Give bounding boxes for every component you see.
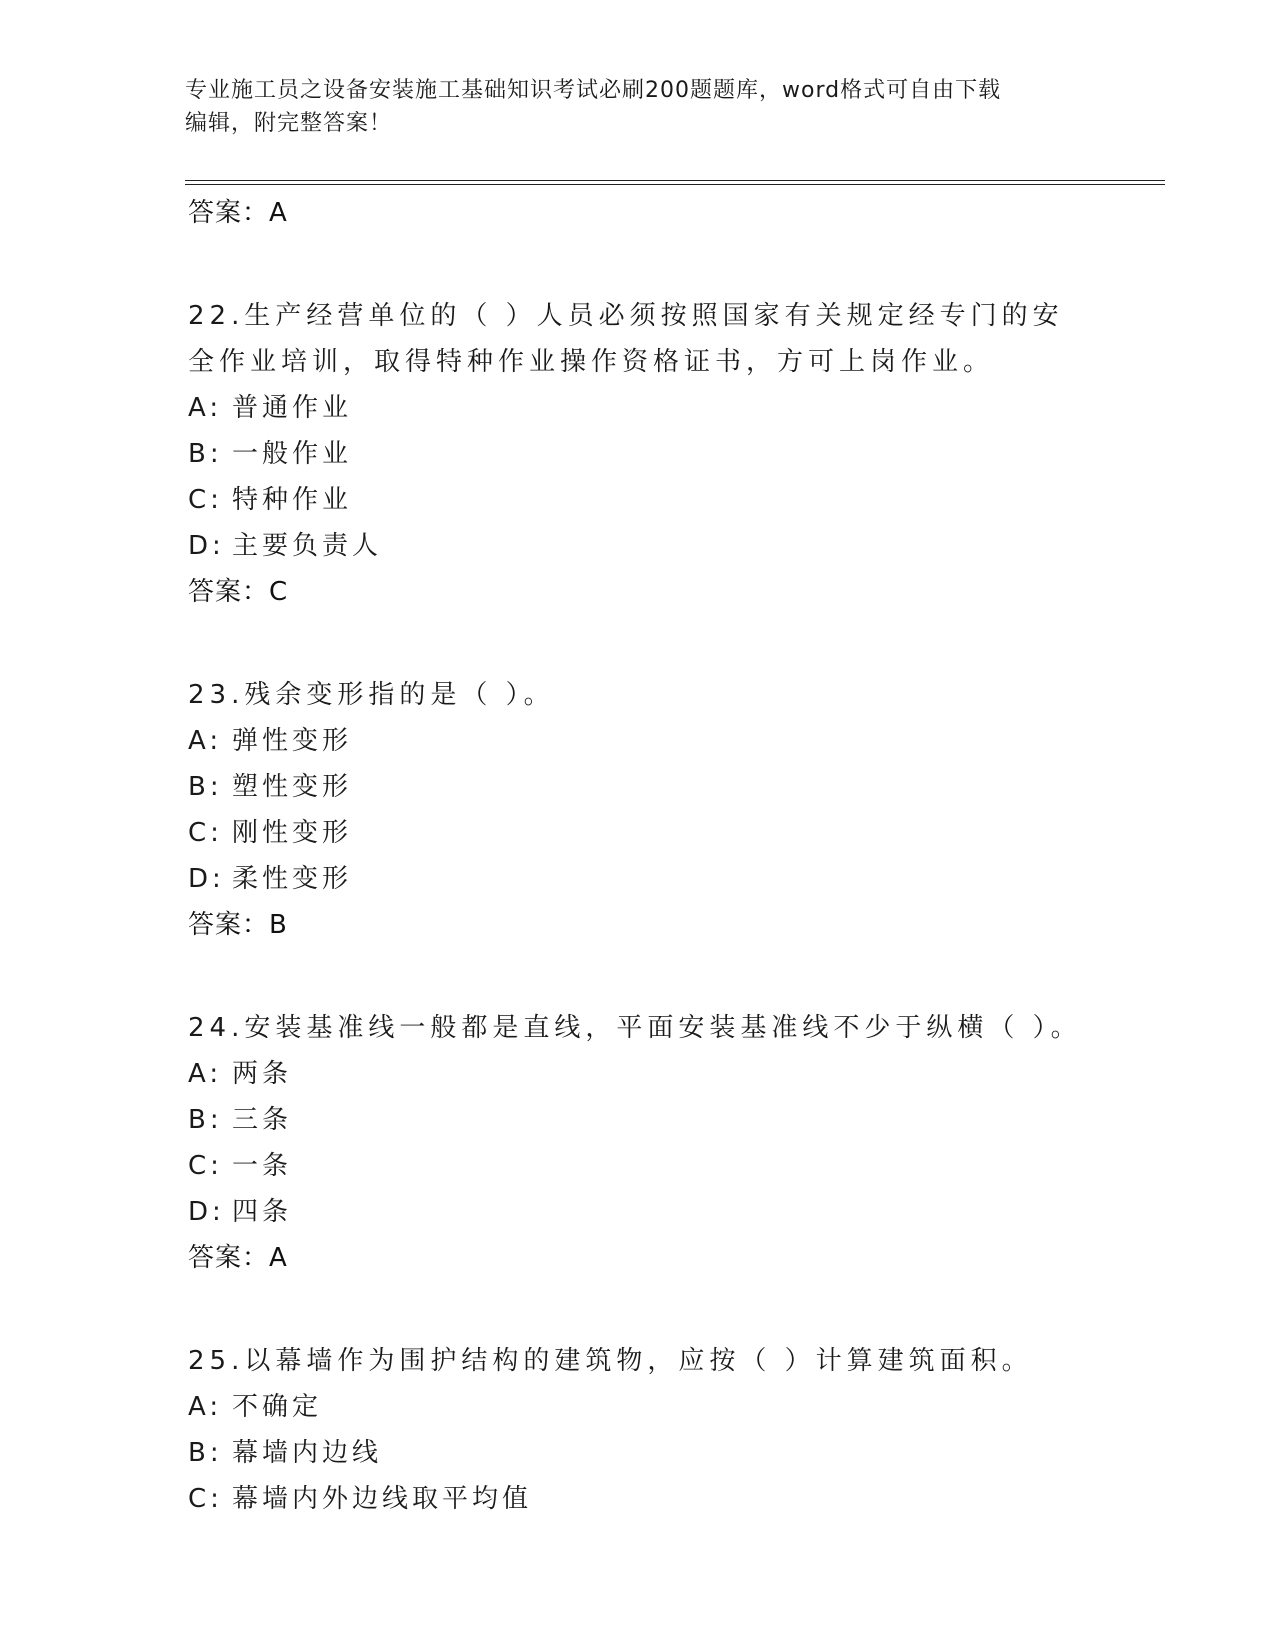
option-text: 两条 xyxy=(232,1059,293,1089)
answer-label: 答案： xyxy=(188,198,270,228)
option-text: 刚性变形 xyxy=(232,818,353,848)
option-text: 三条 xyxy=(232,1105,293,1135)
answer-label: 答案： xyxy=(188,1243,270,1273)
option-letter: C: xyxy=(188,485,223,515)
option-letter: A: xyxy=(188,393,223,423)
answer-line xyxy=(188,572,1088,612)
option-text: 弹性变形 xyxy=(232,726,353,756)
option-letter: D: xyxy=(188,1197,225,1227)
header-line-2: 编辑，附完整答案！ xyxy=(185,111,393,136)
option-letter: D: xyxy=(188,864,225,894)
option-c xyxy=(188,1476,1088,1522)
option-b xyxy=(188,1430,1088,1476)
option-letter: A: xyxy=(188,1059,223,1089)
question-25 xyxy=(188,1338,1088,1522)
option-letter: C: xyxy=(188,1484,223,1514)
option-letter: A: xyxy=(188,1392,223,1422)
answer-line xyxy=(188,1238,1088,1278)
header-divider xyxy=(185,180,1165,181)
option-letter: B: xyxy=(188,439,223,469)
option-letter: C: xyxy=(188,818,223,848)
option-text: 一般作业 xyxy=(232,439,353,469)
question-stem: 22.生产经营单位的（ ）人员必须按照国家有关规定经专门的安全作业培训，取得特种作业操作资格证书，方可上岗作业。 xyxy=(188,301,1064,377)
option-d xyxy=(188,856,1088,902)
option-b xyxy=(188,431,1088,477)
option-d xyxy=(188,523,1088,569)
option-c xyxy=(188,477,1088,523)
header-divider-secondary xyxy=(185,184,1165,185)
option-text: 不确定 xyxy=(232,1392,323,1422)
option-letter: B: xyxy=(188,1105,223,1135)
option-letter: A: xyxy=(188,726,223,756)
document-body xyxy=(188,190,1088,1522)
option-a xyxy=(188,1384,1088,1430)
option-d xyxy=(188,1189,1088,1235)
option-text: 普通作业 xyxy=(232,393,353,423)
option-c xyxy=(188,1143,1088,1189)
option-letter: B: xyxy=(188,1438,223,1468)
option-b xyxy=(188,1097,1088,1143)
answer-value: C xyxy=(269,577,289,607)
option-text: 柔性变形 xyxy=(232,864,353,894)
answer-value: A xyxy=(269,1243,288,1273)
question-22 xyxy=(188,293,1088,672)
option-c xyxy=(188,810,1088,856)
header-line-1: 专业施工员之设备安装施工基础知识考试必刷200题题库，word格式可自由下载 xyxy=(185,78,1002,103)
option-letter: B: xyxy=(188,772,223,802)
question-stem: 23.残余变形指的是（ ）。 xyxy=(188,680,555,710)
option-text: 幕墙内外边线取平均值 xyxy=(232,1484,533,1514)
question-stem: 25.以幕墙作为围护结构的建筑物，应按（ ）计算建筑面积。 xyxy=(188,1346,1033,1376)
answer-line xyxy=(188,905,1088,945)
question-stem: 24.安装基准线一般都是直线，平面安装基准线不少于纵横（ ）。 xyxy=(188,1013,1082,1043)
answer-value: B xyxy=(269,910,288,940)
option-letter: D: xyxy=(188,531,225,561)
answer-value: A xyxy=(269,198,288,228)
option-letter: C: xyxy=(188,1151,223,1181)
option-text: 幕墙内边线 xyxy=(232,1438,383,1468)
option-text: 主要负责人 xyxy=(232,531,383,561)
question-23 xyxy=(188,672,1088,1005)
option-text: 塑性变形 xyxy=(232,772,353,802)
option-text: 特种作业 xyxy=(232,485,353,515)
option-a xyxy=(188,718,1088,764)
option-a xyxy=(188,1051,1088,1097)
document-header xyxy=(185,74,1085,140)
answer-line xyxy=(188,193,1088,233)
option-a xyxy=(188,385,1088,431)
option-text: 四条 xyxy=(232,1197,293,1227)
option-b xyxy=(188,764,1088,810)
answer-label: 答案： xyxy=(188,910,270,940)
option-text: 一条 xyxy=(232,1151,293,1181)
question-24 xyxy=(188,1005,1088,1338)
answer-label: 答案： xyxy=(188,577,270,607)
